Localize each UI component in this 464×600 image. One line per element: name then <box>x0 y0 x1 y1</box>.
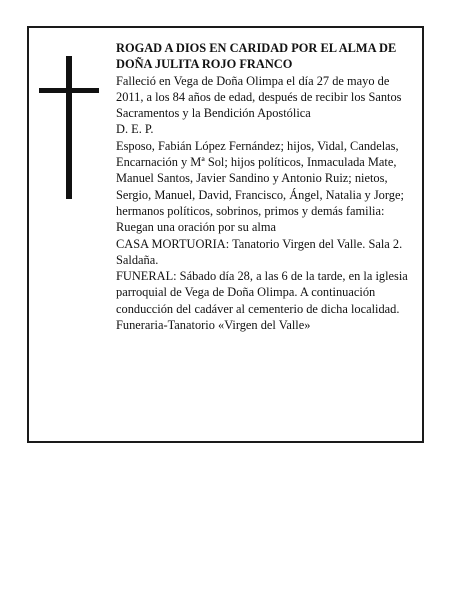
funeral-home: Funeraria-Tanatorio «Virgen del Valle» <box>116 318 311 333</box>
cross-vertical-bar <box>66 56 72 199</box>
heading-prayer: ROGAD A DIOS EN CARIDAD POR EL ALMA DE <box>116 41 397 55</box>
funeral-info: FUNERAL: Sábado día 28, a las 6 de la tarde, en la iglesia parroquial de Vega de Doña Olimpa. A continuación conducción del cadáver al cementerio de dicha localidad. <box>116 269 408 316</box>
cross-icon <box>39 56 99 199</box>
family-list: Esposo, Fabián López Fernández; hijos, Vidal, Candelas, Encarnación y Mª Sol; hijos políticos, Inmaculada Mate, Manuel Santos, Javier Sandino y Antonio Ruiz; nietos, Sergio, Manuel, David, Francisco, Ángel, Natalia y Jorge; hermanos políticos, sobrinos, primos y demás familia: <box>116 138 404 218</box>
notice-text <box>116 40 416 333</box>
death-info: Falleció en Vega de Doña Olimpa el día 27 de mayo de 2011, a los 84 años de edad, después de recibir los Santos Sacramentos y la Bendición Apostólica <box>116 73 402 121</box>
obituary-notice <box>27 26 424 443</box>
prayer-request: Ruegan una oración por su alma <box>116 220 276 235</box>
cross-horizontal-bar <box>39 88 99 93</box>
heading-deceased-name: DOÑA JULITA ROJO FRANCO <box>116 57 293 72</box>
dep-text: D. E. P. <box>116 122 154 137</box>
mortuary-info: CASA MORTUORIA: Tanatorio Virgen del Valle. Sala 2. Saldaña. <box>116 236 403 267</box>
